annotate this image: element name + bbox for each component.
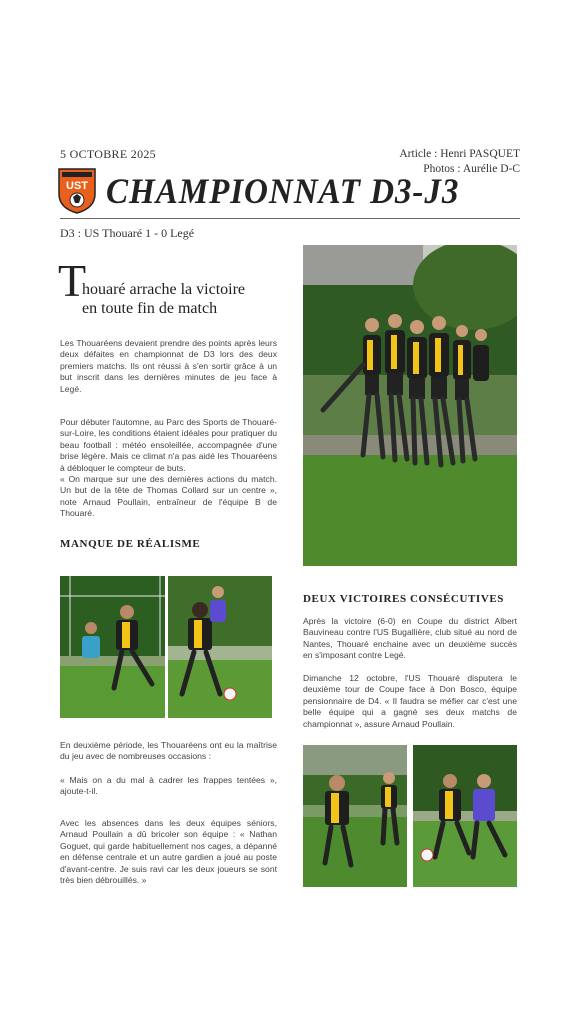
club-logo	[58, 168, 96, 214]
credit-article: Article : Henri PASQUET	[399, 148, 520, 160]
article-date: 5 OCTOBRE 2025	[60, 147, 156, 161]
match-score: D3 : US Thouaré 1 - 0 Legé	[60, 226, 195, 240]
paragraph-intro: Les Thouaréens devaient prendre des points après leurs deux défaites en championnat de D3 lors des deux premiers matchs. Ils ont réussi à s'en sortir grâce à un but inscrit dans les dernières minutes de jeu face à Legé.	[60, 338, 277, 394]
paragraph-context-block	[60, 417, 277, 520]
headline-line2: en toute fin de match	[82, 300, 218, 317]
divider	[60, 218, 520, 219]
paragraph-second-half: En deuxième période, les Thouaréens ont eu la maîtrise du jeu avec de nombreuses occasions :	[60, 740, 277, 762]
headline-line1: houaré arrache la victoire	[82, 281, 246, 298]
logo-text: UST	[66, 180, 88, 192]
photo-celebration	[303, 245, 517, 566]
paragraph-absences: Avec les absences dans les deux équipes séniors, Arnaud Poullain a dû bricoler son équipe : « Nathan Goguet, qui garde habituellement nos cages, a dépanné en défense centrale et un autre gardien a joué au poste d'avant-centre. Je suis ravi car les deux joueurs se sont très bien débrouillés. »	[60, 818, 277, 886]
paragraph-next-match: Dimanche 12 octobre, l'US Thouaré disputera le deuxième tour de Coupe face à Don Bosco, équipe pensionnaire de D4. « Il faudra se méfier car c'est une belle équipe qui a gagné ses deux matchs de championnat », assure Arnaud Poullain.	[303, 673, 517, 729]
page-title: CHAMPIONNAT D3-J3	[106, 171, 460, 211]
photo-players-run	[303, 745, 407, 887]
photo-tackle	[413, 745, 517, 887]
paragraph-quote2: « Mais on a du mal à cadrer les frappes tentées », ajoute-t-il.	[60, 775, 277, 797]
credit-photos: Photos : Aurélie D-C	[423, 163, 520, 175]
paragraph-quote1: « On marque sur une des dernières actions du match. Un but de la tête de Thomas Collard sur un centre », note Arnaud Poullain, entraîneur de l'équipe B de Thouaré.	[60, 474, 277, 519]
photo-duel	[168, 576, 272, 718]
headline-dropcap: T	[58, 255, 87, 306]
photo-goalkeeper	[60, 576, 165, 718]
section-heading-victoires: DEUX VICTOIRES CONSÉCUTIVES	[303, 593, 505, 605]
section-heading-realisme: MANQUE DE RÉALISME	[60, 538, 201, 550]
paragraph-coupe: Après la victoire (6-0) en Coupe du district Albert Bauvineau contre l'US Bugallière, club situé au nord de Nantes, Thouaré enchaine avec un deuxième succès en s'imposant contre Legé.	[303, 616, 517, 661]
paragraph-context: Pour débuter l'automne, au Parc des Sports de Thouaré-sur-Loire, les conditions étaient idéales pour pratiquer du beau football : météo ensoleillée, accompagnée d'une brise légère. Mais ce climat n'a pas aidé les Thouaréens à débloquer le compteur de buts.	[60, 417, 277, 473]
headline	[82, 280, 245, 318]
